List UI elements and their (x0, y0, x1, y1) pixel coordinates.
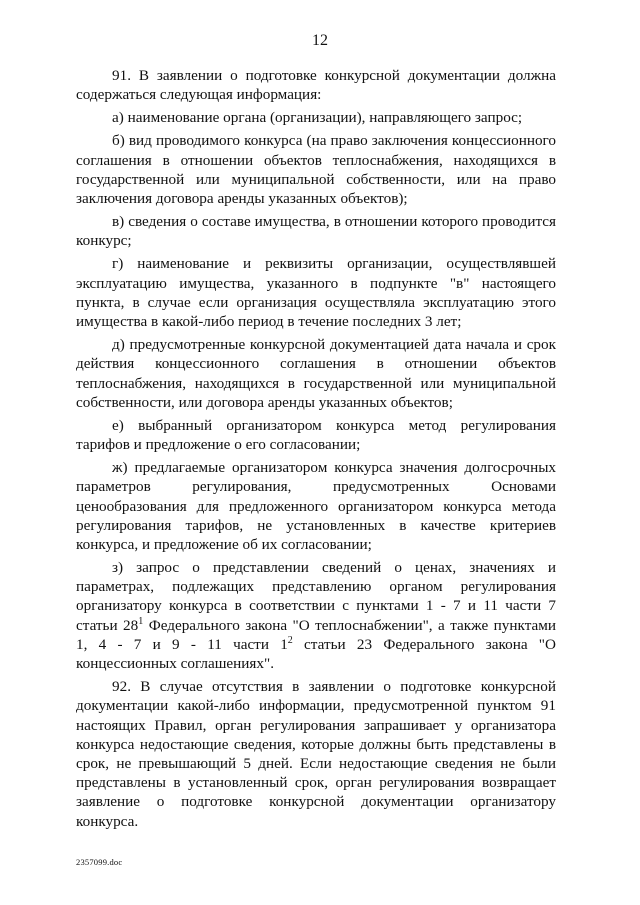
item-g: г) наименование и реквизиты организации, осуществлявшей эксплуатацию имущества, указанного в подпункте "в" настоящего пункта, в случае если организация осуществляла эксплуатацию этого имущества в какой-либо период в течение последних 3 лет; (76, 255, 556, 330)
item-v: в) сведения о составе имущества, в отношении которого проводится конкурс; (76, 213, 556, 250)
item-zh: ж) предлагаемые организатором конкурса значения долгосрочных параметров регулирования, предусмотренных Основами ценообразования для предложенного организатором конкурса метода регулирования тарифов, не установленных в качестве критериев конкурса, и предложение об их согласовании; (76, 459, 556, 553)
item-b: б) вид проводимого конкурса (на право заключения концессионного соглашения в отношении объектов теплоснабжения, находящихся в государственной или муниципальной собственности, или на право заключения договора аренды указанных объектов); (76, 132, 556, 207)
superscript-1: 1 (138, 615, 144, 627)
item-d: д) предусмотренные конкурсной документацией дата начала и срок действия концессионного соглашения в отношении объектов теплоснабжения, находящихся в государственной или муниципальной собственности, или договора аренды указанных объектов; (76, 336, 556, 411)
paragraph-92: 92. В случае отсутствия в заявлении о подготовке конкурсной документации какой-либо информации, предусмотренной пунктом 91 настоящих Правил, орган регулирования запрашивает у организатора конкурса недостающие сведения, которые должны быть представлены в срок, не превышающий 5 дней. Если недостающие сведения не были представлены в установленный срок, орган регулирования возвращает заявление о подготовке конкурсной документации организатору конкурса. (76, 678, 556, 830)
item-z-text-2: Федерального закона "О теплоснабжении", а также пунктами 1, 4 - 7 и 9 - 11 части 1 (76, 616, 556, 653)
footer-doc-name: 2357099.doc (76, 857, 123, 867)
document-body (76, 66, 556, 835)
paragraph-91-intro: 91. В заявлении о подготовке конкурсной документации должна содержаться следующая информация: (76, 67, 556, 104)
page-number: 12 (312, 32, 328, 49)
item-e: е) выбранный организатором конкурса метод регулирования тарифов и предложение о его согласовании; (76, 416, 556, 453)
item-z-text-3: статьи 23 Федерального закона "О концессионных соглашениях". (76, 635, 556, 673)
item-z (76, 558, 556, 673)
superscript-2: 2 (287, 634, 293, 646)
item-z-text-1: з) запрос о представлении сведений о ценах, значениях и параметрах, подлежащих представлению органом регулирования организатору конкурса в соответствии с пунктами 1 - 7 и 11 части 7 статьи 28 (76, 559, 556, 634)
item-a: а) наименование органа (организации), направляющего запрос; (112, 109, 523, 127)
